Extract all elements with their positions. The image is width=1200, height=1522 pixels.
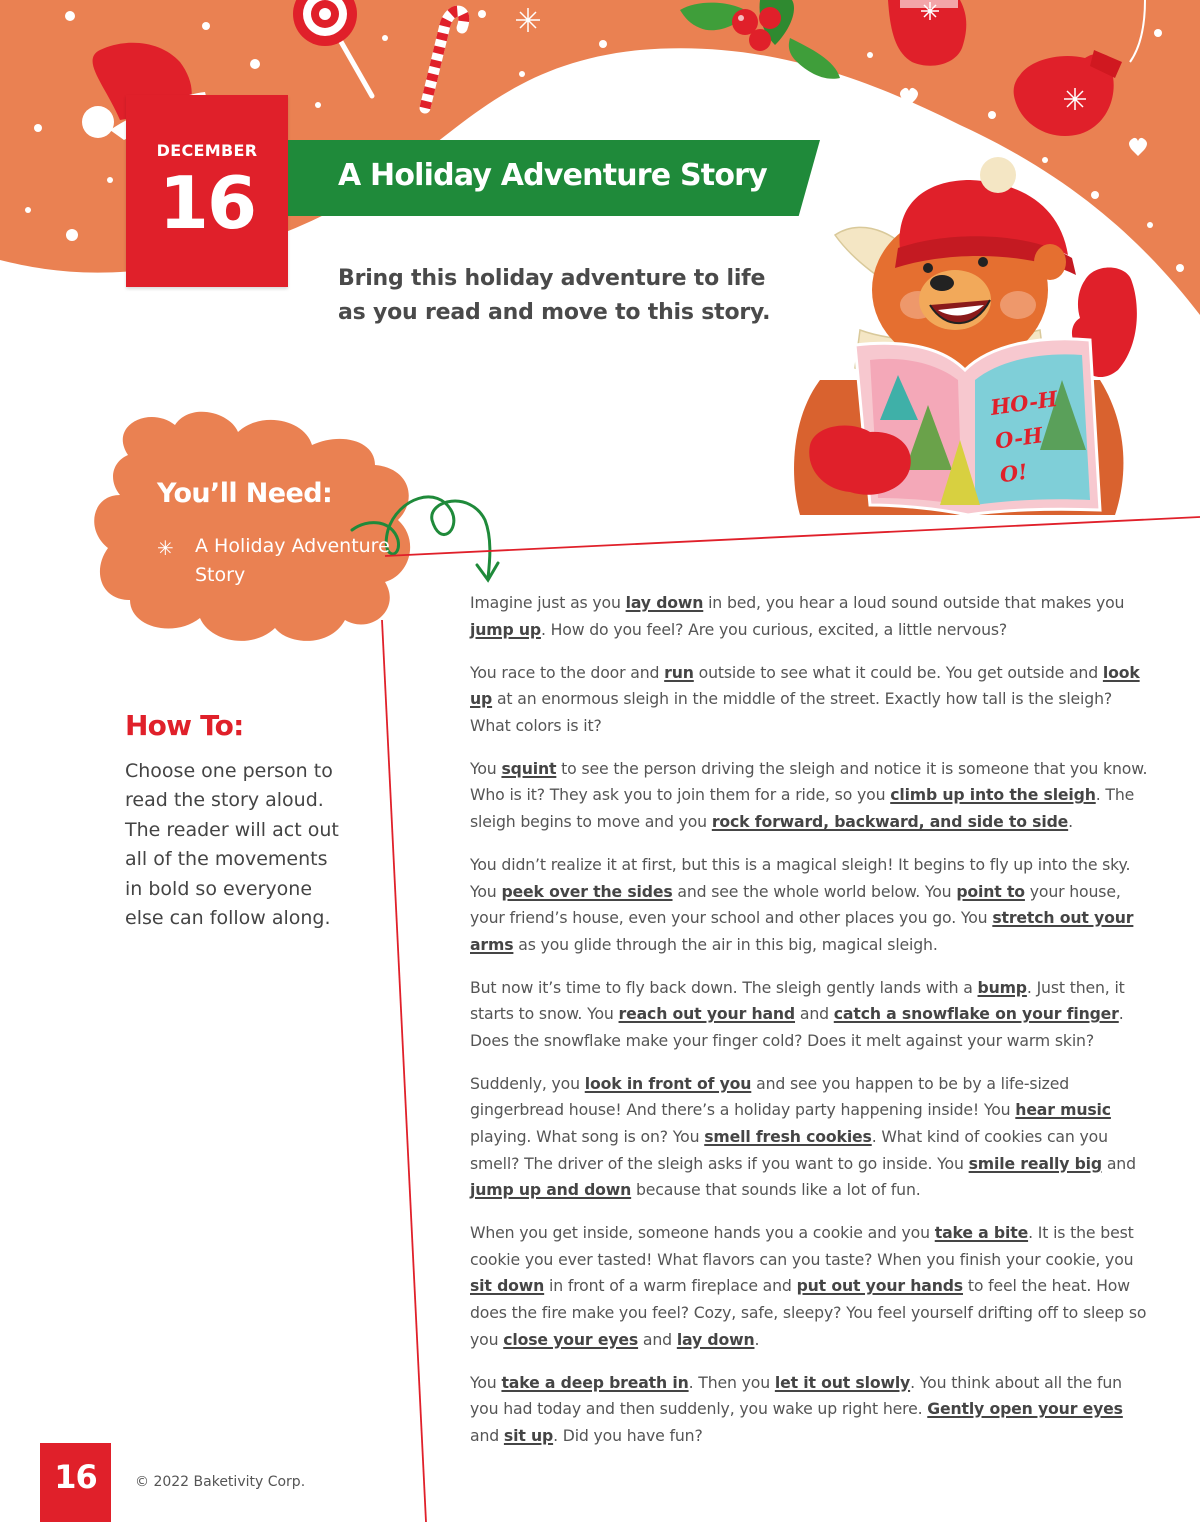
- movement-phrase: take a deep breath in: [501, 1372, 689, 1392]
- story-text-segment: You race to the door and: [470, 662, 665, 682]
- movement-phrase: lay down: [625, 593, 704, 612]
- story-paragraph: [470, 852, 1150, 958]
- story-text-segment: in front of a warm fireplace and: [544, 1276, 797, 1296]
- bear-illustration: [794, 157, 1137, 515]
- movement-phrase: smell fresh cookies: [704, 1127, 872, 1147]
- story-paragraph: [470, 660, 1150, 740]
- howto-text: Choose one person to read the story aloud. The reader will act out all of the movements in bold so everyone else can follow along.: [125, 760, 339, 930]
- needs-cloud: [94, 412, 410, 641]
- page-subtitle: Bring this holiday adventure to life as you read and move to this story.: [338, 266, 771, 325]
- story-text-segment: But now it’s time to fly back down. The sleigh gently lands with a: [470, 977, 978, 997]
- story-text-segment: You: [470, 758, 502, 778]
- story-text-segment: .: [1068, 811, 1073, 831]
- story-text-segment: . How do you feel? Are you curious, excited, a little nervous?: [540, 619, 1008, 639]
- story-text-segment: your house, your friend’s house, even your school and other places you go. You: [470, 881, 1121, 928]
- movement-phrase: put out your hands: [796, 1276, 963, 1296]
- howto-title: How To:: [125, 709, 244, 742]
- story-paragraph: [470, 1370, 1150, 1450]
- movement-phrase: squint: [501, 758, 557, 778]
- date-day: 16: [158, 161, 256, 245]
- story-text-segment: and: [1102, 1153, 1136, 1173]
- movement-phrase: take a bite: [934, 1223, 1029, 1243]
- story-text-segment: and: [795, 1004, 834, 1024]
- story-text-segment: Suddenly, you: [470, 1073, 585, 1093]
- movement-phrase: rock forward, backward, and side to side: [711, 811, 1069, 831]
- movement-phrase: stretch out your arms: [470, 908, 1134, 954]
- story-text-segment: . Just then, it starts to snow. You: [470, 977, 1125, 1024]
- movement-phrase: run: [664, 662, 694, 682]
- story-text-segment: to feel the heat. How does the fire make you feel? Cozy, safe, sleepy? You feel yourself drifting off to sleep so you: [470, 1276, 1147, 1349]
- story-text-segment: You: [470, 1372, 502, 1392]
- movement-phrase: sit down: [470, 1276, 545, 1296]
- story-text-segment: When you get inside, someone hands you a cookie and you: [470, 1223, 935, 1243]
- story-text-segment: and see the whole world below. You: [672, 881, 957, 901]
- story-text-segment: playing. What song is on? You: [470, 1127, 705, 1147]
- story-text: [470, 590, 1150, 1466]
- story-text-segment: as you glide through the air in this big, magical sleigh.: [513, 934, 938, 954]
- movement-phrase: bump: [977, 977, 1027, 997]
- story-text-segment: . Does the snowflake make your finger cold? Does it melt against your warm skin?: [470, 1004, 1124, 1050]
- movement-phrase: peek over the sides: [501, 881, 673, 901]
- story-paragraph: [470, 1220, 1150, 1353]
- movement-phrase: sit up: [503, 1425, 554, 1445]
- asterisk-bullet-icon: ✳: [157, 536, 174, 560]
- story-text-segment: and: [470, 1425, 504, 1445]
- movement-phrase: point to: [956, 881, 1025, 901]
- story-text-segment: You didn’t realize it at first, but this is a magical sleigh! It begins to fly up into the sky. You: [470, 854, 1131, 901]
- movement-phrase: jump up and down: [470, 1180, 632, 1200]
- story-text-segment: and see you happen to be by a life-sized gingerbread house! And there’s a holiday party happening inside! You: [470, 1073, 1070, 1120]
- story-text-segment: and: [638, 1329, 677, 1349]
- story-text-segment: . What kind of cookies can you smell? The driver of the sleigh asks if you want to go inside. You: [470, 1127, 1108, 1173]
- border-line-top: [385, 517, 1200, 556]
- needs-title: You’ll Need:: [157, 478, 333, 509]
- movement-phrase: catch a snowflake on your finger: [833, 1004, 1119, 1024]
- story-text-segment: because that sounds like a lot of fun.: [631, 1180, 921, 1200]
- date-month: DECEMBER: [156, 141, 258, 160]
- story-text-segment: in bed, you hear a loud sound outside that makes you: [703, 593, 1125, 612]
- story-paragraph: [470, 975, 1150, 1055]
- movement-phrase: look up: [470, 662, 1140, 709]
- page-title: A Holiday Adventure Story: [338, 158, 767, 193]
- movement-phrase: lay down: [676, 1329, 755, 1349]
- story-text-segment: outside to see what it could be. You get outside and: [693, 662, 1103, 682]
- story-text-segment: . It is the best cookie you ever tasted! What flavors can you taste? When you finish your cookie, you: [470, 1223, 1134, 1269]
- story-paragraph: [470, 590, 1150, 643]
- book-lettering: HO-HO-HO!: [988, 385, 1060, 488]
- story-text-segment: .: [754, 1329, 760, 1349]
- story-paragraph: [470, 756, 1150, 836]
- needs-item: A Holiday Adventure Story: [195, 535, 390, 586]
- story-text-segment: Imagine just as you: [470, 593, 626, 612]
- story-text-segment: . Did you have fun?: [553, 1425, 703, 1445]
- story-text-segment: to see the person driving the sleigh and notice it is someone that you know. Who is it? They ask you to join them for a ride, so you: [470, 758, 1148, 805]
- copyright: © 2022 Baketivity Corp.: [135, 1474, 306, 1490]
- story-text-segment: . The sleigh begins to move and you: [470, 785, 1135, 831]
- movement-phrase: reach out your hand: [618, 1004, 796, 1024]
- page-number: 16: [54, 1458, 97, 1496]
- story-text-segment: . Then you: [688, 1372, 775, 1392]
- story-text-segment: . You think about all the fun you had today and then suddenly, you wake up right here.: [470, 1372, 1122, 1419]
- movement-phrase: let it out slowly: [774, 1372, 911, 1392]
- movement-phrase: smile really big: [968, 1153, 1102, 1173]
- movement-phrase: climb up into the sleigh: [890, 785, 1096, 805]
- movement-phrase: Gently open your eyes: [927, 1399, 1123, 1419]
- movement-phrase: jump up: [470, 619, 541, 639]
- movement-phrase: close your eyes: [503, 1329, 639, 1349]
- story-paragraph: [470, 1071, 1150, 1204]
- movement-phrase: look in front of you: [584, 1073, 752, 1093]
- border-line-left: [382, 620, 426, 1522]
- movement-phrase: hear music: [1015, 1100, 1111, 1120]
- story-text-segment: at an enormous sleigh in the middle of the street. Exactly how tall is the sleigh? What colors is it?: [470, 689, 1113, 735]
